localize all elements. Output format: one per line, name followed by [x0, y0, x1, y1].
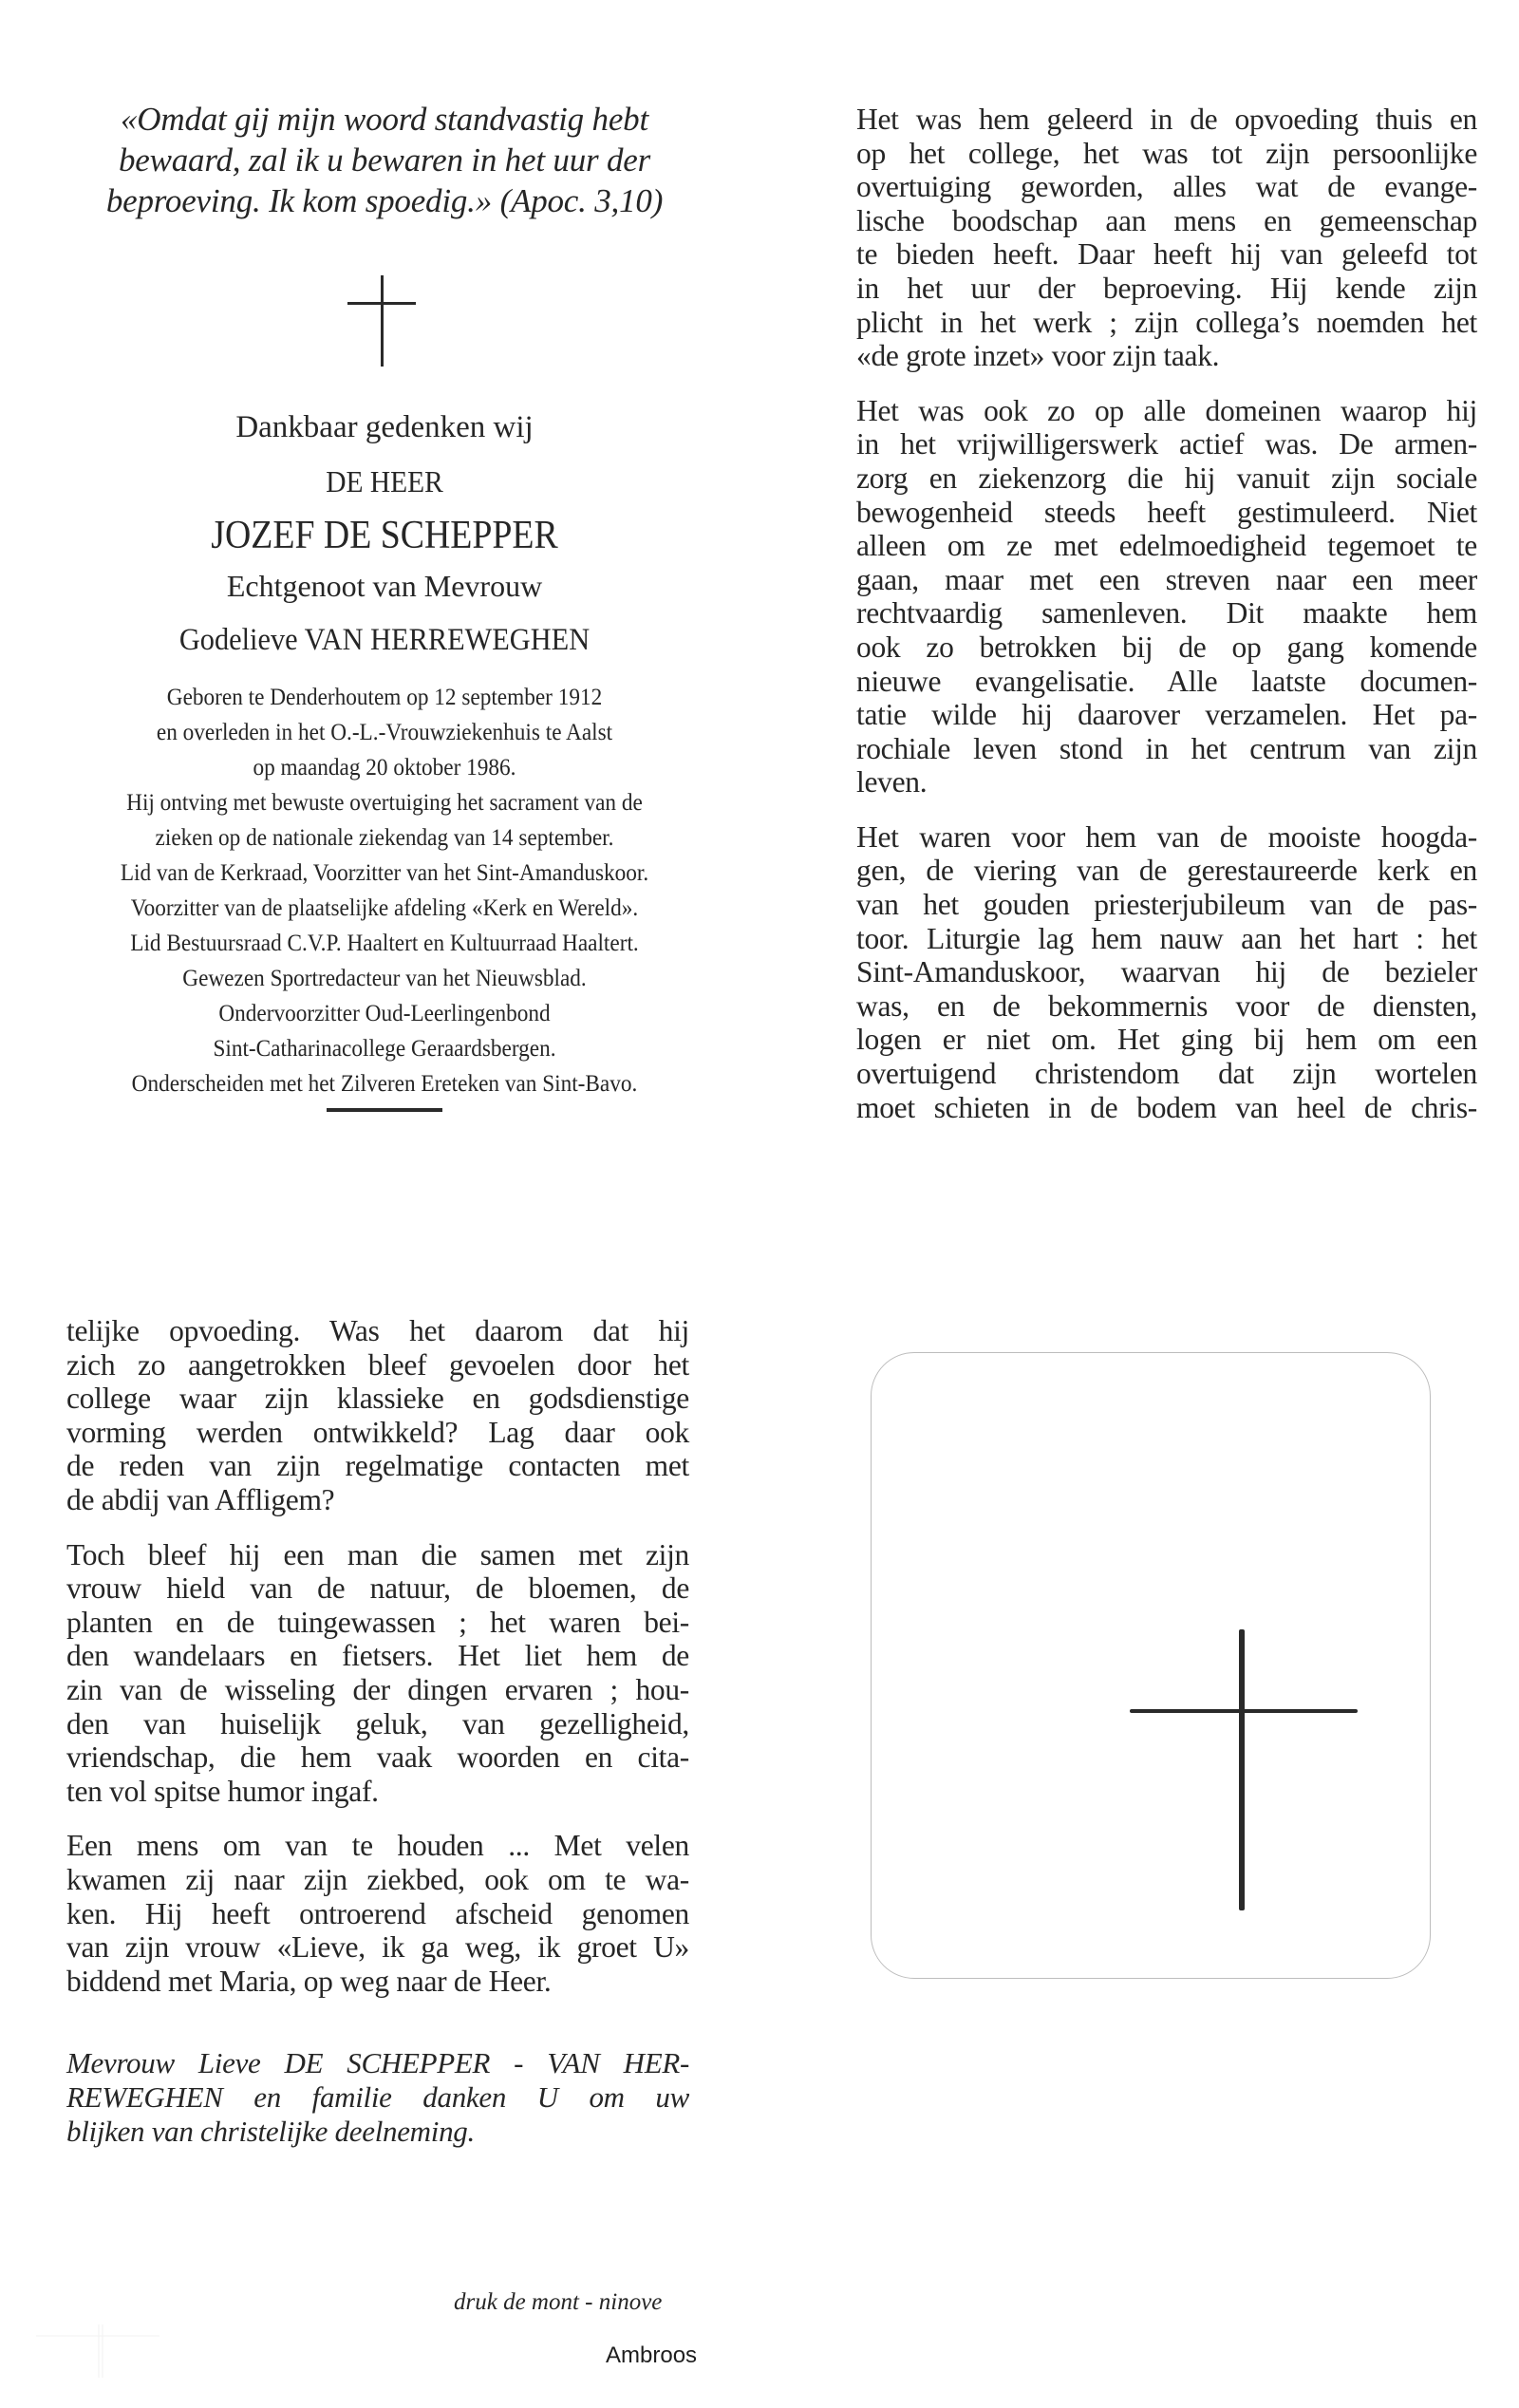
paragraph	[66, 1538, 689, 1809]
text-line: telijke opvoeding. Was het daarom dat hij	[66, 1314, 689, 1347]
paragraph	[856, 394, 1477, 800]
text-line: rechtvaardig samenleven. Dit maakte hem	[856, 596, 1477, 630]
thanks-line: REWEGHEN en familie danken U om uw	[66, 2080, 689, 2114]
cross-icon	[1130, 1629, 1360, 1912]
quote-line: beproeving. Ik kom spoedig.» (Apoc. 3,10)	[105, 182, 664, 219]
deceased-name: JOZEF DE SCHEPPER	[211, 514, 558, 557]
text-line: in het vrijwilligerswerk actief was. De armen-	[856, 427, 1477, 461]
spouse-label: Echtgenoot van Mevrouw	[226, 569, 543, 603]
quote-line: bewaard, zal ik u bewaren in het uur der	[118, 141, 651, 179]
thanks-line: Mevrouw Lieve DE SCHEPPER - VAN HER-	[66, 2046, 689, 2079]
bio-line: zieken op de nationale ziekendag van 14 september.	[155, 825, 614, 851]
watermark	[27, 2323, 169, 2380]
paragraph	[856, 103, 1477, 373]
bio-line: en overleden in het O.-L.-Vrouwziekenhuis te Aalst	[156, 720, 613, 745]
text-line: van zijn vrouw «Lieve, ik ga weg, ik groet U»	[66, 1930, 689, 1965]
text-line: vorming werden ontwikkeld? Lag daar ook	[66, 1415, 689, 1449]
text-line: planten en de tuingewassen ; het waren bei-	[66, 1605, 689, 1639]
text-line: Een mens om van te houden ... Met velen	[66, 1829, 689, 1863]
text-line: Het was ook zo op alle domeinen waarop hij	[856, 393, 1477, 427]
heading-title: DE HEER	[326, 464, 443, 499]
text-line: vrouw hield van de natuur, de bloemen, de	[66, 1571, 689, 1606]
text-line: gaan, maar met een streven naar een meer	[856, 562, 1477, 596]
text-line: den wandelaars en fietsers. Het liet hem de	[66, 1639, 689, 1673]
text-line: plicht in het werk ; zijn collega’s noemden het	[856, 305, 1477, 339]
watermark-mark	[27, 2323, 169, 2380]
text-line: leven.	[856, 765, 928, 800]
heading-intro: Dankbaar gedenken wij	[235, 410, 534, 444]
text-line: alleen om ze met edelmoedigheid tegemoet te	[856, 529, 1477, 563]
text-line: Sint-Amanduskoor, waarvan hij de bezieler	[856, 955, 1477, 989]
text-line: toor. Liturgie lag hem nauw aan het hart : het	[856, 921, 1477, 955]
text-line: nieuwe evangelisatie. Alle laatste documen-	[856, 664, 1477, 698]
spouse-name: Godelieve VAN HERREWEGHEN	[178, 623, 591, 657]
bio-line: Voorzitter van de plaatselijke afdeling «Kerk en Wereld».	[130, 895, 639, 921]
text-line: zorg en ziekenzorg die hij vanuit zijn sociale	[856, 461, 1477, 495]
text-line: op het college, het was tot zijn persoonlijke	[856, 136, 1477, 170]
text-line: logen er niet om. Het ging bij hem om een	[856, 1023, 1477, 1057]
text-line: in het uur der beproeving. Hij kende zijn	[856, 271, 1477, 305]
text-line: gen, de viering van de gerestaureerde kerk en	[856, 854, 1477, 888]
quote-line: «Omdat gij mijn woord standvastig hebt	[121, 101, 648, 138]
text-line: van het gouden priesterjubileum van de pas-	[856, 888, 1477, 922]
text-line: ten vol spitse humor ingaf.	[66, 1774, 379, 1808]
text-line: Toch bleef hij een man die samen met zijn	[66, 1537, 689, 1571]
bio-line: Onderscheiden met het Zilveren Ereteken van Sint-Bavo.	[131, 1071, 638, 1097]
text-line: Het waren voor hem van de mooiste hoogda-	[856, 819, 1477, 854]
right-column-text	[856, 103, 1477, 1124]
divider	[327, 1108, 442, 1112]
text-line: college waar zijn klassieke en godsdienstige	[66, 1382, 689, 1416]
text-line: zich zo aangetrokken bleef gevoelen door het	[66, 1347, 689, 1382]
text-line: de abdij van Affligem?	[66, 1482, 335, 1516]
text-line: den van huiselijk geluk, van gezelligheid,	[66, 1706, 689, 1740]
bio-line: Hij ontving met bewuste overtuiging het sacrament van de	[126, 790, 643, 816]
text-line: rochiale leven stond in het centrum van zijn	[856, 731, 1477, 765]
text-line: te bieden heeft. Daar heeft hij van geleefd tot	[856, 237, 1477, 272]
family-thanks	[66, 2046, 689, 2149]
bio-line: Geboren te Denderhoutem op 12 september 1912	[166, 685, 603, 710]
printer-credit: druk de mont - ninove	[454, 2289, 663, 2315]
bio-line: Sint-Catharinacollege Geraardsbergen.	[213, 1036, 556, 1062]
text-line: ook zo betrokken bij de op gang komende	[856, 630, 1477, 664]
bio-line: op maandag 20 oktober 1986.	[253, 755, 516, 781]
signature-label: Ambroos	[606, 2342, 698, 2368]
text-line: ken. Hij heeft ontroerend afscheid genomen	[66, 1896, 689, 1930]
bottom-left-text	[66, 1314, 689, 1998]
bio-line: Lid van de Kerkraad, Voorzitter van het Sint-Amanduskoor.	[120, 860, 649, 886]
text-line: lische boodschap aan mens en gemeenschap	[856, 203, 1477, 237]
text-line: overtuiging geworden, alles wat de evange-	[856, 170, 1477, 204]
thanks-line: blijken van christelijke deelneming.	[66, 2115, 475, 2148]
bio-line: Gewezen Sportredacteur van het Nieuwsblad.	[182, 966, 587, 991]
text-line: bewogenheid steeds heeft gestimuleerd. Niet	[856, 495, 1477, 529]
text-line: biddend met Maria, op weg naar de Heer.	[66, 1964, 552, 1998]
text-line: moet schieten in de bodem van heel de chris-	[856, 1090, 1477, 1124]
text-line: was, en de bekommernis voor de diensten,	[856, 988, 1477, 1023]
text-line: tatie wilde hij daarover verzamelen. Het pa-	[856, 698, 1477, 732]
paragraph	[66, 1829, 689, 1998]
text-line: kwamen zij naar zijn ziekbed, ook om te wa-	[66, 1862, 689, 1896]
text-line: overtuigend christendom dat zijn wortelen	[856, 1057, 1477, 1091]
text-line: vriendschap, die hem vaak woorden en cita-	[66, 1740, 689, 1775]
biography	[80, 680, 689, 1101]
text-line: zin van de wisseling der dingen ervaren ; hou-	[66, 1672, 689, 1706]
bio-line: Lid Bestuursraad C.V.P. Haaltert en Kultuurraad Haaltert.	[130, 931, 639, 956]
paragraph	[856, 820, 1477, 1124]
text-line: Het was hem geleerd in de opvoeding thuis en	[856, 103, 1477, 136]
paragraph	[66, 1314, 689, 1517]
cross-icon	[347, 275, 418, 368]
scripture-quote	[57, 99, 712, 221]
text-line: de reden van zijn regelmatige contacten met	[66, 1449, 689, 1483]
memorial-heading	[57, 408, 712, 659]
bio-line: Ondervoorzitter Oud-Leerlingenbond	[218, 1001, 551, 1026]
text-line: «de grote inzet» voor zijn taak.	[856, 339, 1220, 373]
